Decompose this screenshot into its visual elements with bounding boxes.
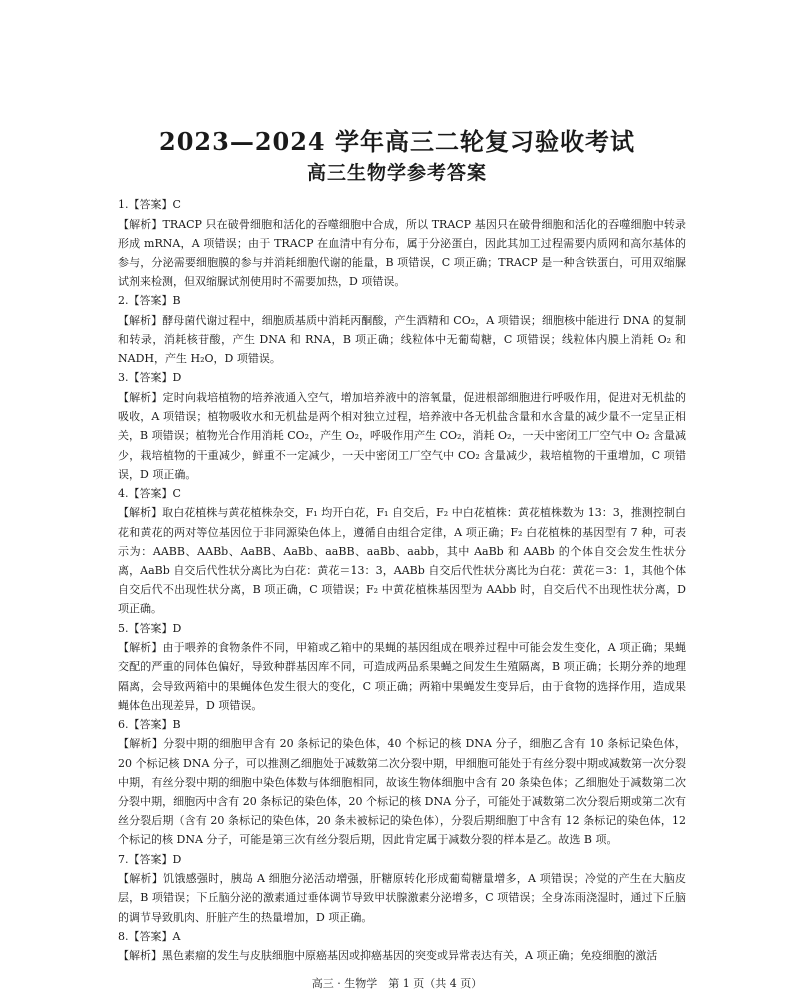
explanation-text: 【解析】定时向栽培植物的培养液通入空气，增加培养液中的溶氧量，促进根部细胞进行呼吸作用，促进对无机盐的吸收，A 项错误；植物吸收水和无机盐是两个相对独立过程，培养液中各无机盐含量和水含量的减少量不一定呈正相关，B 项错误；植物光合作用消耗 CO₂，产生 O₂，呼吸作用产生 CO₂，消耗 O₂，一天中密闭工厂空气中 O₂ 含量减少，栽培植物的干重减少，鲜重不一定减少，一天中密闭工厂空气中 CO₂ 含量减少，栽培植物的干重增加，C 项错误，D 项正确。 [118,390,686,481]
answer-label: 6.【答案】B [118,717,181,731]
explanation-text: 【解析】酵母菌代谢过程中，细胞质基质中消耗丙酮酸，产生酒精和 CO₂，A 项错误；细胞核中能进行 DNA 的复制和转录，消耗核苷酸，产生 DNA 和 RNA，B 项正确；线粒体中无葡萄糖，C 项错误；线粒体内膜上消耗 O₂ 和 NADH，产生 H₂O，D 项错误。 [118,313,686,366]
explanation-text: 【解析】取白花植株与黄花植株杂交，F₁ 均开白花，F₁ 自交后，F₂ 中白花植株：黄花植株数为 13：3，推测控制白花和黄花的两对等位基因位于非同源染色体上，遵循自由组合定律，A 项正确；F₂ 白花植株的基因型有 7 种，可表示为：AABB、AABb、AaBB、AaBb、aaBB、aaBb、aabb，其中 AaBb 和 AABb 的个体自交会发生性状分离，AaBb 自交后代性状分离比为白花：黄花＝13：3，AABb 自交后代性状分离比为白花：黄花＝3：1，其他个体自交后代不出现性状分离，B 项正确，C 项错误；F₂ 中黄花植株基因型为 AAbb 时，自交后代不出现性状分离，D 项正确。 [118,506,686,616]
question-6 [118,715,686,850]
answer-label: 3.【答案】D [118,371,182,385]
explanation-text: 【解析】黑色素瘤的发生与皮肤细胞中原癌基因或抑癌基因的突变或异常表达有关，A 项正确；免疫细胞的激活 [118,949,658,963]
answer-label: 5.【答案】D [118,621,182,635]
question-2 [118,291,686,368]
question-8 [118,927,686,966]
answer-label: 1.【答案】C [118,198,181,211]
answers-list [118,195,686,966]
explanation-text: 【解析】由于喂养的食物条件不同，甲箱或乙箱中的果蝇的基因组成在喂养过程中可能会发生变化，A 项正确；果蝇交配的严重的同体色偏好，导致种群基因库不同，可造成两品系果蝇之间发生生殖隔离，B 项正确；长期分养的地理隔离，会导致两箱中的果蝇体色发生很大的变化，C 项正确；两箱中果蝇发生变异后，由于食物的选择作用，造成果蝇体色出现差异，D 项错误。 [118,641,686,712]
page-footer: 高三 · 生物学 第 1 页（共 4 页） [311,977,483,990]
question-5 [118,619,686,715]
answer-key-subtitle: 高三生物学参考答案 [306,162,487,184]
question-1 [118,195,686,291]
explanation-text: 【解析】TRACP 只在破骨细胞和活化的吞噬细胞中合成，所以 TRACP 基因只在破骨细胞和活化的吞噬细胞中转录形成 mRNA，A 项错误；由于 TRACP 在血清中有分布，属于分泌蛋白，因此其加工过程需要内质网和高尔基体的参与，分泌需要细胞膜的参与并消耗细胞代谢的能量，B 项错误，C 项正确；TRACP 是一种含铁蛋白，可用双缩脲试剂来检测，但双缩脲试剂使用时不需要加热，D 项错误。 [118,217,686,289]
question-7 [118,850,686,927]
explanation-text: 【解析】饥饿感强时，胰岛 A 细胞分泌活动增强，肝糖原转化形成葡萄糖量增多，A 项错误；冷觉的产生在大脑皮层，B 项错误；下丘脑分泌的激素通过垂体调节导致甲状腺激素分泌增多，C 项错误；全身冻雨浇湿时，通过下丘脑的调节导致肌肉、肝脏产生的热量增加，D 项正确。 [118,872,686,924]
answer-label: 4.【答案】C [118,486,181,500]
answer-label: 7.【答案】D [118,852,182,866]
question-3 [118,368,686,484]
answer-label: 2.【答案】B [118,294,181,308]
question-4 [118,484,686,619]
answer-label: 8.【答案】A [118,929,181,943]
explanation-text: 【解析】分裂中期的细胞甲含有 20 条标记的染色体，40 个标记的核 DNA 分子，细胞乙含有 10 条标记染色体，20 个标记核 DNA 分子，可以推测乙细胞处于减数第二次分裂中期，甲细胞可能处于有丝分裂中期或减数第一次分裂中期，有丝分裂中期的细胞中染色体数与体细胞相同，故该生物体细胞中含有 20 条染色体；乙细胞处于减数第二次分裂中期，细胞丙中含有 20 条标记的染色体，20 个标记的核 DNA 分子，可能处于减数第二次分裂后期或第二次有丝分裂后期（含有 20 条标记的染色体，20 条未被标记的染色体），分裂后期细胞丁中含有 12 条标记的染色体，12 个标记的核 DNA 分子，可能是第三次有丝分裂后期，因此肯定属于减数分裂的样本是乙。故选 B 项。 [118,737,686,847]
exam-title: 2023—2024 学年高三二轮复习验收考试 [159,127,635,156]
